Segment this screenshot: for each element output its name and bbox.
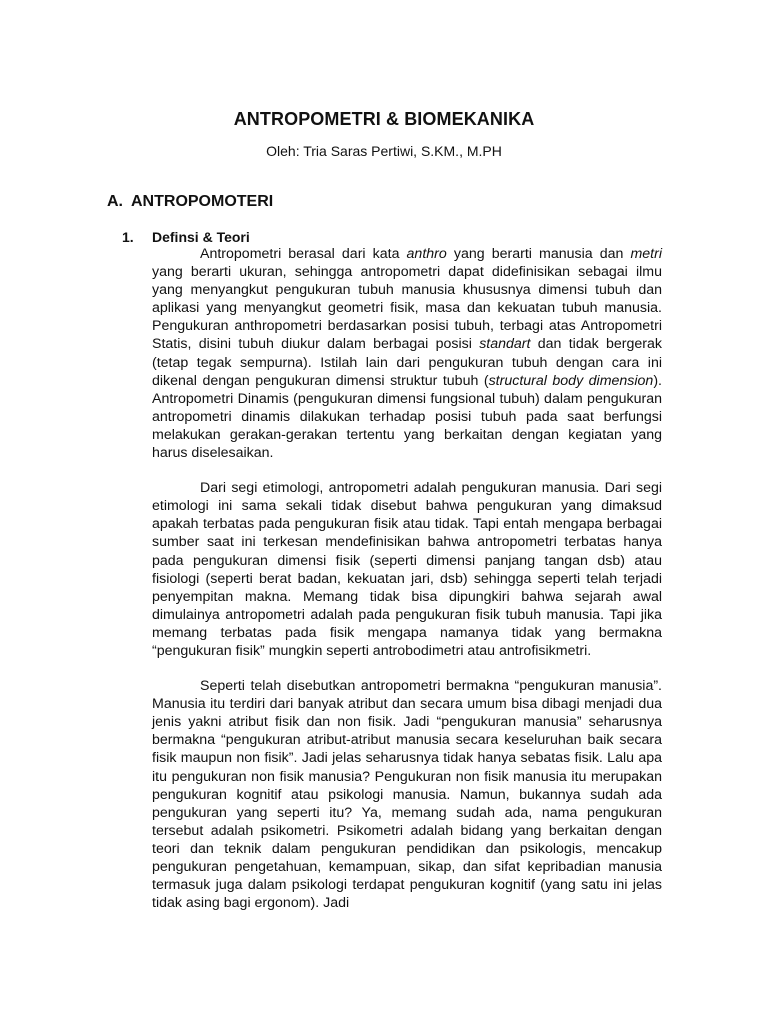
italic-term: metri	[630, 246, 662, 262]
paragraph-etymology: Dari segi etimologi, antropometri adalah pengukuran manusia. Dari segi etimologi ini sama sekali tidak disebut bahwa pengukuran yang dimaksud apakah terbatas pada pengukuran fisik atau tidak. Tapi entah mengapa berbagai sumber saat ini terkesan mendefinisikan bahwa antropometri terbatas hanya pada pengukuran dimensi fisik (seperti dimensi panjang tangan dsb) atau fisiologi (seperti berat badan, kekuatan jari, dsb) sehingga seperti telah terjadi penyempitan makna. Memang tidak bisa dipungkiri bahwa sejarah awal dimulainya antropometri adalah pada pengukuran fisik tubuh manusia. Tapi jika memang terbatas pada fisik mengapa namanya tidak yang bermakna “pengukuran fisik” mungkin seperti antrobodimetri atau antrofisikmetri.	[152, 480, 662, 659]
document-author: Oleh: Tria Saras Pertiwi, S.KM., M.PH	[266, 143, 502, 159]
body-text	[152, 245, 662, 912]
paragraph-human-measurement: Seperti telah disebutkan antropometri bermakna “pengukuran manusia”. Manusia itu terdiri dari banyak atribut dan secara umum bisa dibagi menjadi dua jenis yakni atribut fisik dan non fisik. Jadi “pengukuran manusia” seharusnya bermakna “pengukuran atribut-atribut manusia secara keseluruhan baik secara fisik maupun non fisik”. Jadi jelas seharusnya tidak hanya sebatas fisik. Lalu apa itu pengukuran non fisik manusia? Pengukuran non fisik manusia itu merupakan pengukuran kognitif atau psikologi manusia. Namun, bukannya sudah ada pengukuran yang seperti itu? Ya, memang sudah ada, nama pengukuran tersebut adalah psikometri. Psikometri adalah bidang yang berkaitan dengan teori dan teknik dalam pengukuran pendidikan dan psikologis, mencakup pengukuran pengetahuan, kemampuan, sikap, dan sifat kepribadian manusia termasuk juga dalam psikologi terdapat pengukuran kognitif (yang satu ini jelas tidak asing bagi ergonom). Jadi	[152, 678, 662, 912]
section-letter: A.	[107, 193, 123, 210]
section-heading	[107, 193, 273, 211]
italic-term: anthro	[406, 246, 447, 262]
italic-term: structural body dimension	[488, 372, 654, 389]
italic-term: standart	[479, 336, 531, 353]
text-run: dan tidak bergerak (tetap tegak sempurna). Istilah lain dari pengukuran tubuh dengan cara ini dikenal dengan pengukuran dimensi struktur tubuh (	[152, 336, 663, 389]
section-title: ANTROPOMOTERI	[131, 193, 274, 210]
text-run: yang berarti ukuran, sehingga antropometri dapat didefinisikan sebagai ilmu yang menyangkut pengukuran tubuh manusia khususnya dimensi tubuh dan aplikasi yang menyangkut geometri fisik, masa dan kekuatan tubuh manusia. Pengukuran anthropometri berdasarkan posisi tubuh, terbagi atas Antropometri Statis, disini tubuh diukur dalam berbagai posisi	[152, 264, 662, 353]
text-run: Antropometri berasal dari kata	[200, 246, 407, 262]
text-run: yang berarti manusia dan	[446, 246, 631, 262]
subsection-title: Definsi & Teori	[152, 229, 250, 245]
paragraph-definition	[152, 245, 662, 462]
subsection-number: 1.	[122, 229, 134, 245]
document-title: ANTROPOMETRI & BIOMEKANIKA	[233, 109, 535, 129]
text-run: ). Antropometri Dinamis (pengukuran dimensi fungsional tubuh) dalam pengukuran antropometri dinamis dilakukan terhadap posisi tubuh pada saat berfungsi melakukan gerakan-gerakan tertentu yang berkaitan dengan kegiatan yang harus diselesaikan.	[152, 372, 662, 462]
subsection-heading	[122, 229, 250, 245]
